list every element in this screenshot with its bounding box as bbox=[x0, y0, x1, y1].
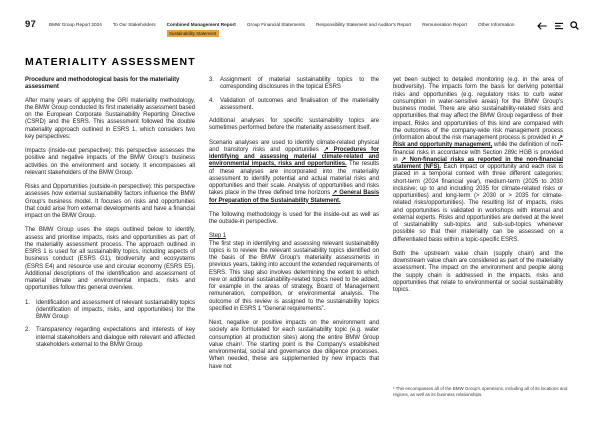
list-number: 2. bbox=[25, 327, 30, 334]
text-run: The results of these analyses are incorporated into the materiality assessment to identify potential and actual material risks and opportunities and their scale. Analysis of opportunities and risks takes place in the three defined time horizons bbox=[209, 161, 379, 197]
back-arrow-icon[interactable] bbox=[537, 22, 547, 30]
list-text: Identification and assessment of relevant sustainability topics (identification of impacts, risks, and opportunities) for the BMW Group bbox=[36, 299, 195, 320]
text-run: yet been subject to detailed monitoring (e.g. in the area of biodiversity). The impacts form the basis for deriving potential risks and opportunities (e.g. regulatory risks to curb water consumption in water-sensitive areas) for the BMW Group's business model. There are also sustainability-related risks and opportunities that may affect the BMW Group regardless of their impact. Risks and opportunities of this kind are compared with the outcomes of the company-wide risk management process (information about the risk management process is provided in bbox=[393, 77, 563, 141]
list-item bbox=[25, 327, 195, 349]
nav-label: Remuneration Report bbox=[422, 22, 468, 27]
cross-reference-link-procedures[interactable]: ↗ Procedures for identifying and assessing material climate-related and environmental impacts, risks and opportunities. bbox=[209, 146, 379, 168]
column-1 bbox=[25, 77, 195, 378]
column-2 bbox=[209, 77, 379, 378]
paragraph: Both the upstream value chain (supply chain) and the downstream value chain are considered as part of the materiality assessment. The impact on the environment and people along the supply chain is addressed in the impacts, risks and opportunities that relate to environmental or social sustainability topics. bbox=[393, 250, 563, 293]
list-item bbox=[209, 77, 379, 92]
page-number: 97 bbox=[25, 19, 36, 30]
cross-reference-link-non-financial-risks[interactable]: ↗ Non-financial risks as reported in the non-financial statement (NFS). bbox=[393, 156, 563, 170]
footnote: ¹ This encompasses all of the BMW Group's operations, including all of its locations and regions, as well as its business relationships. bbox=[393, 386, 568, 397]
nav-label: Group Financial Statements bbox=[246, 22, 305, 27]
text-run: while the definition of non-financial risks in accordance with Section 289c HGB is provided in bbox=[393, 142, 563, 163]
nav-item-other-information[interactable] bbox=[478, 22, 514, 37]
column-3 bbox=[393, 77, 563, 378]
list-item bbox=[25, 300, 195, 322]
nav-item-bmw-group-report-2024[interactable] bbox=[49, 22, 102, 37]
nav-label: Responsibility Statement and Auditor's Report bbox=[315, 22, 412, 27]
list-number: 1. bbox=[25, 299, 30, 306]
nav-label: To Our Stakeholders bbox=[112, 22, 156, 27]
search-icon[interactable] bbox=[570, 21, 579, 30]
paragraph: The following methodology is used for the inside-out as well as the outside-in perspective. bbox=[209, 211, 379, 225]
paragraph: The BMW Group uses the steps outlined below to identify, assess and prioritise impacts, risks and opportunities as part of the materiality assessment process. The approach outlined in ESRS 1 is used for all sustainability topics, including aspects of business conduct (ESRS G1), biodiversity and ecosystems (ESRS E4) and resource use and circular economy (ESRS E5). Additional descriptions of the identification and assessment of material climate and environmental impacts, risks and opportunities follow this general overview. bbox=[25, 227, 195, 292]
step-1-label: Step 1 bbox=[209, 233, 227, 240]
nav-label: Other Information bbox=[478, 22, 515, 27]
cross-reference-link-general-basis[interactable]: ↗ General Basis for Preparation of the Sustainability Statement. bbox=[209, 190, 379, 204]
text-run: Scenario analyses are used to identify climate-related physical and transitory risks and opportunities bbox=[209, 139, 379, 153]
list-text: Validation of outcomes and finalisation of the materiality assessment. bbox=[220, 97, 379, 111]
page-title: MATERIALITY ASSESSMENT bbox=[25, 56, 196, 68]
paragraph: Impacts (inside-out perspective): this perspective assesses the positive and negative impacts of the BMW Group's business activities on the environment and society. It encompasses all relevant stakeholders of the BMW Group. bbox=[25, 148, 195, 176]
table-of-contents-icon[interactable] bbox=[555, 22, 563, 30]
list-text: Transparency regarding expectations and interests of key internal stakeholders and dialogue with relevant and affected stakeholders external to the BMW Group bbox=[36, 327, 195, 348]
paragraph: The first step in identifying and assessing relevant sustainability topics is to review the relevant sustainability topics identified on the basis of the BMW Group's materiality assessments in previous years, taking into account the extended requirements of ESRS. This step also involves determining the extent to which new or additional sustainability-related topics need to be added, for example in the areas of strategy, Board of Management remuneration, competition, or environmental analysis. The outcome of this review is assigned to the sustainability topics specified in ESRS 1 “General requirements”. bbox=[209, 240, 379, 312]
nav-item-remuneration-report[interactable] bbox=[422, 22, 467, 37]
nav-item-group-financial-statements[interactable] bbox=[247, 22, 305, 37]
paragraph bbox=[393, 77, 563, 244]
paragraph: Next, negative or positive impacts on the environment and society are formulated for each sustainability topic (e.g. water consumption at production sites) along the entire BMW Group value chain¹. The starting point is the Company's established environmental, social and governance due diligence processes. When needed, these are supplemented by new impacts that have not bbox=[209, 320, 379, 370]
nav-label-active: Combined Management Report bbox=[166, 22, 236, 27]
list-text: Assignment of material sustainability topics to the corresponding disclosures in the topical ESRS bbox=[220, 77, 379, 91]
header-icons bbox=[537, 20, 579, 30]
list-number: 3. bbox=[209, 77, 214, 83]
section-heading: Procedure and methodological basis for the materiality assessment bbox=[25, 77, 180, 91]
cross-reference-link-risk-management[interactable]: ↗ Risk and opportunity management, bbox=[393, 135, 563, 149]
nav-label: BMW Group Report 2024 bbox=[48, 22, 102, 27]
paragraph bbox=[209, 140, 379, 205]
header bbox=[25, 20, 579, 37]
paragraph: Risks and Opportunities (outside-in perspective): this perspective assesses how external sustainability factors influence the BMW Group's business model. It focuses on risks and opportunities that could arise from external developments and have a financial impact on the BMW Group. bbox=[25, 184, 195, 219]
nav-item-combined-management-report[interactable] bbox=[167, 22, 236, 37]
text-run: Each impact or opportunity and each risk is placed in a temporal context with three different categories: short-term (2024 financial year), medium-term (2025 to 2030 inclusive; up to and including 2035 for climate-related risks or opportunities) and long-term (> 2030 or > 2035 for climate-related risks/opportunities). The resulting list of impacts, risks and opportunities is validated in workshops with internal and external experts. Risks and opportunities are derived at the level of sustainability sub-topics and sub-sub-topics whenever possible so that their materiality can be assessed on a differentiated basis within a topic-specific ESRS. bbox=[393, 164, 563, 243]
nav-item-responsibility-statement[interactable] bbox=[316, 22, 411, 37]
top-nav bbox=[49, 20, 515, 37]
paragraph: After many years of applying the GRI materiality methodology, the BMW Group conducted its first materiality assessment based on the European Corporate Sustainability Reporting Directive (CSRD) and the ESRS. This assessment followed the double materiality approach outlined in ESRS 1, which considers two key perspectives: bbox=[25, 97, 195, 140]
list-number: 4. bbox=[209, 97, 214, 104]
list-item bbox=[209, 98, 379, 113]
sustainability-statement-tag[interactable]: Sustainability Statement bbox=[167, 30, 219, 37]
article-body bbox=[25, 77, 563, 378]
nav-item-to-our-stakeholders[interactable] bbox=[113, 22, 156, 37]
paragraph: Additional analyses for specific sustainability topics are sometimes performed before the materiality assessment itself. bbox=[209, 118, 379, 132]
